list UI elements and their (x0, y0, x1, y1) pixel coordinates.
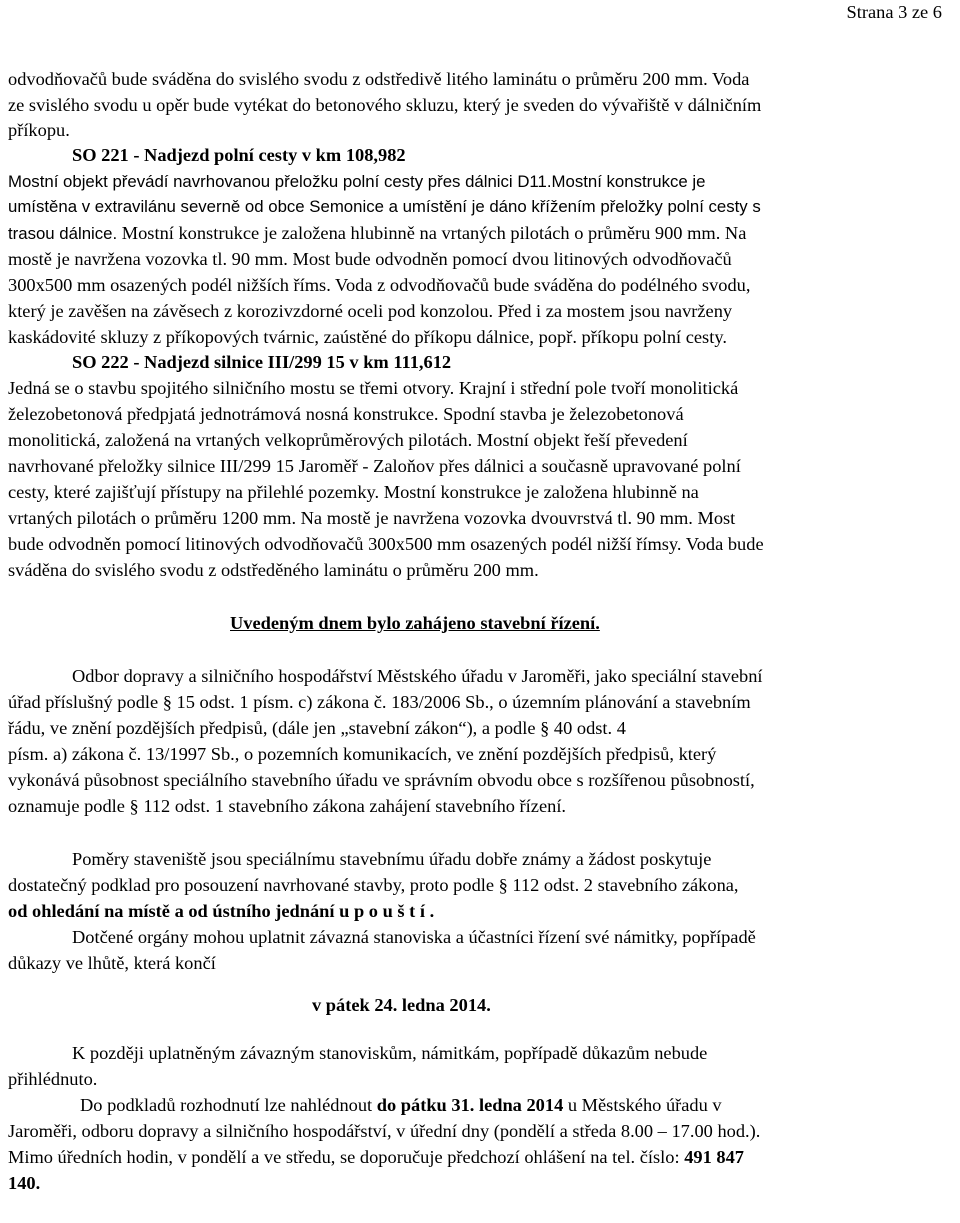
text-line: odvodňovačů bude sváděna do svislého svodu z odstředivě litého laminátu o průměru 200 mm. Voda (8, 69, 750, 89)
text-span: u Městského úřadu v (563, 1095, 722, 1115)
text-line: vrtaných pilotách o průměru 1200 mm. Na mostě je navržena vozovka dvouvrstvá tl. 90 mm. Most (8, 508, 736, 528)
text-line: příkopu. (8, 120, 70, 140)
section-heading-so222: SO 222 - Nadjezd silnice III/299 15 v km 111,612 (72, 352, 452, 372)
text-line (8, 1092, 952, 1118)
page-number: Strana 3 ze 6 (846, 2, 942, 22)
text-line: Odbor dopravy a silničního hospodářství Městského úřadu v Jaroměři, jako speciální stavební (72, 666, 763, 686)
text-line: navrhované přeložky silnice III/299 15 Jaroměř - Zaloňov přes dálnici a současně upravované polní (8, 456, 741, 476)
text-line: 300x500 mm osazených podél nižších říms. Voda z odvodňovačů bude sváděna do podélného svodu, (8, 275, 751, 295)
text-line: mostě je navržena vozovka tl. 90 mm. Most bude odvodněn pomocí dvou litinových odvodňovačů (8, 249, 732, 269)
text-line: ze svislého svodu u opěr bude vytékat do betonového skluzu, který je sveden do vývařiště v dálničním (8, 95, 762, 115)
text-span: Mostní konstrukce je (551, 172, 706, 191)
text-span: Mostní konstrukce je založena hlubinně na vrtaných pilotách o průměru 900 mm. Na (117, 223, 747, 243)
text-line: Jedná se o stavbu spojitého silničního mostu se třemi otvory. Krajní i střední pole tvoří monolitická (8, 378, 739, 398)
text-line (8, 220, 952, 246)
text-line (8, 1144, 952, 1170)
text-line: přihlédnuto. (8, 1069, 98, 1089)
text-line: dostatečný podklad pro posouzení navrhované stavby, proto podle § 112 odst. 2 stavebního zákona, (8, 875, 739, 895)
text-line: který je zavěšen na závěsech z korozivzdorné oceli pod konzolou. Před i za mostem jsou navrženy (8, 301, 733, 321)
text-line: písm. a) zákona č. 13/1997 Sb., o pozemních komunikacích, ve znění pozdějších předpisů, který (8, 744, 717, 764)
text-line: řádu, ve znění pozdějších předpisů, (dále jen „stavební zákon“), a podle § 40 odst. 4 (8, 718, 626, 738)
text-line: důkazy ve lhůtě, která končí (8, 953, 216, 973)
text-line: oznamuje podle § 112 odst. 1 stavebního zákona zahájení stavebního řízení. (8, 796, 567, 816)
text-line-bold: od ohledání na místě a od ústního jednání u p o u š t í . (8, 901, 435, 921)
text-span: Do podkladů rozhodnutí lze nahlédnout (80, 1095, 377, 1115)
text-span: Mimo úředních hodin, v pondělí a ve středu, se doporučuje předchozí ohlášení na tel. číslo: (8, 1147, 685, 1167)
text-span: Mostní objekt převádí navrhovanou přeložku polní cesty přes dálnici D11. (8, 172, 552, 191)
text-line: sváděna do svislého svodu z odstředěného laminátu o průměru 200 mm. (8, 560, 539, 580)
deadline-date: v pátek 24. ledna 2014. (312, 995, 491, 1015)
document-body (8, 66, 952, 1196)
text-span-bold: do pátku 31. ledna 2014 (376, 1095, 564, 1115)
text-line: K později uplatněným závazným stanoviskům, námitkám, popřípadě důkazům nebude (72, 1043, 708, 1063)
text-line: Dotčené orgány mohou uplatnit závazná stanoviska a účastníci řízení své námitky, popřípadě (72, 927, 756, 947)
text-line: Poměry staveniště jsou speciálnímu stavebnímu úřadu dobře známy a žádost poskytuje (72, 849, 712, 869)
text-line: železobetonová předpjatá jednotrámová nosná konstrukce. Spodní stavba je železobetonová (8, 404, 684, 424)
section-heading-so221: SO 221 - Nadjezd polní cesty v km 108,982 (72, 145, 406, 165)
section-heading-main: Uvedeným dnem bylo zahájeno stavební řízení. (230, 613, 600, 633)
text-line: cesty, které zajišťují přístupy na přilehlé pozemky. Mostní konstrukce je založena hlubinně na (8, 482, 699, 502)
text-line: úřad příslušný podle § 15 odst. 1 písm. c) zákona č. 183/2006 Sb., o územním plánování a stavebním (8, 692, 751, 712)
text-line: umístěna v extravilánu severně od obce Semonice a umístění je dáno křížením přeložky polní cesty s (8, 197, 761, 216)
text-line: kaskádovité skluzy z příkopových tvárnic, zaústěné do příkopu dálnice, popř. příkopu polní cesty. (8, 327, 727, 347)
text-line (8, 168, 952, 194)
text-span-bold: 491 847 (684, 1147, 744, 1167)
text-line: monolitická, založená na vrtaných velkoprůměrových pilotách. Mostní objekt řeší převedení (8, 430, 688, 450)
text-span: trasou dálnice. (8, 224, 118, 243)
text-line: bude odvodněn pomocí litinových odvodňovačů 300x500 mm osazených podél nižší římsy. Voda bude (8, 534, 764, 554)
text-line: vykonává působnost speciálního stavebního úřadu ve správním obvodu obce s rozšířenou působností, (8, 770, 755, 790)
text-line-bold: 140. (8, 1173, 41, 1193)
text-line: Jaroměři, odboru dopravy a silničního hospodářství, v úřední dny (pondělí a středa 8.00 – 17.00 hod.). (8, 1121, 761, 1141)
